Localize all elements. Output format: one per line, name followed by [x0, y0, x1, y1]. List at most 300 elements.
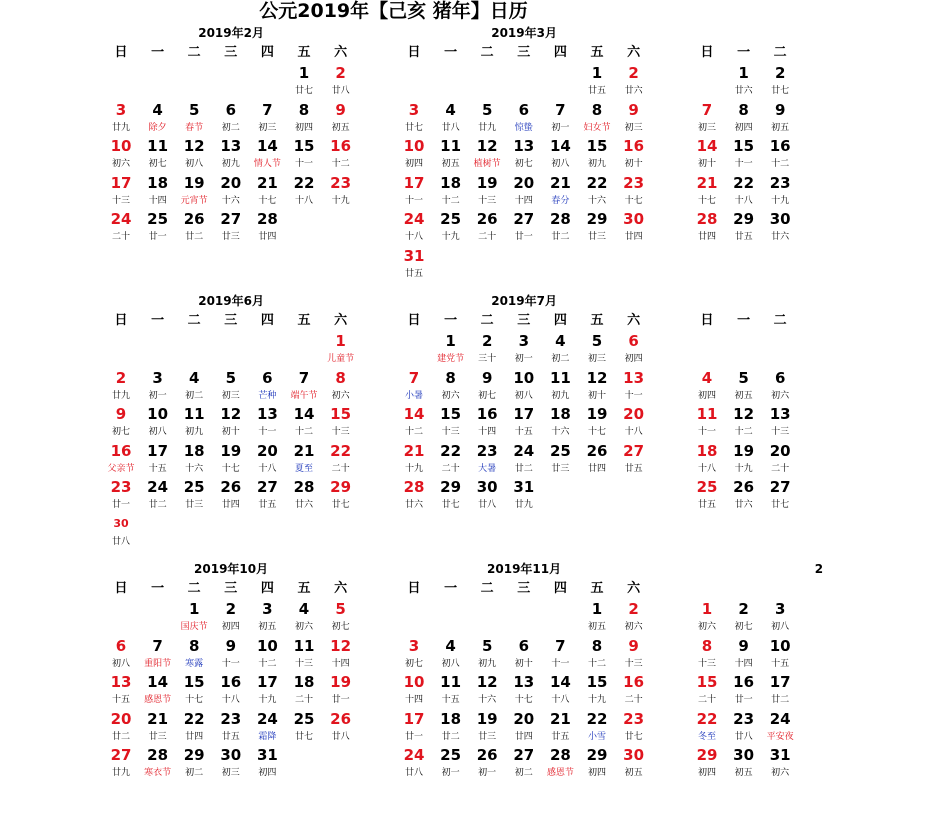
day-cell[interactable]	[140, 746, 176, 782]
day-cell[interactable]	[323, 332, 359, 368]
day-cell[interactable]	[579, 600, 615, 636]
day-cell[interactable]	[579, 101, 615, 137]
day-cell[interactable]	[286, 710, 322, 746]
day-cell[interactable]	[176, 405, 212, 441]
day-cell[interactable]	[286, 369, 322, 405]
day-number: 8	[298, 100, 310, 119]
day-cell[interactable]	[176, 478, 212, 514]
day-cell[interactable]	[433, 332, 469, 368]
day-cell[interactable]	[469, 710, 505, 746]
day-cell[interactable]	[249, 746, 285, 782]
day-cell[interactable]	[542, 101, 578, 137]
day-cell[interactable]	[506, 673, 542, 709]
day-cell[interactable]	[762, 137, 798, 173]
lunar-label: 十一	[404, 195, 423, 206]
day-number: 7	[152, 636, 163, 655]
day-cell[interactable]	[140, 210, 176, 246]
day-cell[interactable]	[176, 637, 212, 673]
day-cell[interactable]	[506, 746, 542, 782]
day-number: 22	[586, 173, 608, 192]
day-cell[interactable]	[213, 478, 249, 514]
day-cell[interactable]	[213, 174, 249, 210]
day-cell[interactable]	[579, 442, 615, 478]
day-cell[interactable]	[726, 637, 762, 673]
day-cell[interactable]	[213, 710, 249, 746]
day-cell[interactable]	[506, 405, 542, 441]
day-cell[interactable]	[469, 101, 505, 137]
day-number: 12	[220, 405, 242, 423]
day-cell[interactable]	[140, 673, 176, 709]
day-cell[interactable]	[469, 332, 505, 368]
day-cell[interactable]	[542, 369, 578, 405]
day-cell[interactable]	[542, 442, 578, 478]
day-cell[interactable]	[579, 210, 615, 246]
lunar-label: 廿三	[185, 500, 204, 510]
lunar-label: 建党节	[437, 354, 465, 364]
day-cell[interactable]	[469, 174, 505, 210]
day-number: 23	[476, 441, 498, 460]
day-cell[interactable]	[616, 442, 652, 478]
day-cell[interactable]	[433, 174, 469, 210]
day-number: 31	[256, 746, 278, 764]
day-cell[interactable]	[213, 637, 249, 673]
lunar-label: 二十	[331, 463, 350, 474]
lunar-label: 初一	[148, 390, 167, 401]
day-cell[interactable]	[103, 210, 139, 246]
day-cell[interactable]	[689, 478, 725, 514]
day-cell[interactable]	[286, 673, 322, 709]
day-cell[interactable]	[579, 746, 615, 782]
day-cell[interactable]	[762, 442, 798, 478]
lunar-label: 初二	[514, 768, 533, 778]
day-cell[interactable]	[616, 405, 652, 441]
day-cell[interactable]	[433, 405, 469, 441]
lunar-label: 十九	[734, 463, 753, 474]
day-cell[interactable]	[616, 210, 652, 246]
day-cell[interactable]	[213, 600, 249, 636]
day-cell[interactable]	[396, 137, 432, 173]
day-cell[interactable]	[542, 210, 578, 246]
day-cell[interactable]	[616, 332, 652, 368]
day-number: 11	[440, 673, 462, 691]
day-cell[interactable]	[286, 174, 322, 210]
day-cell[interactable]	[213, 673, 249, 709]
lunar-label: 廿七	[624, 731, 643, 742]
day-cell[interactable]	[506, 637, 542, 673]
day-cell[interactable]	[726, 600, 762, 636]
weekday-header: 日	[114, 581, 128, 596]
day-cell[interactable]	[579, 710, 615, 746]
day-cell[interactable]	[762, 673, 798, 709]
day-cell[interactable]	[469, 746, 505, 782]
day-cell[interactable]	[433, 210, 469, 246]
day-cell[interactable]	[140, 101, 176, 137]
day-number: 18	[549, 405, 571, 423]
lunar-label: 平安夜	[766, 731, 794, 742]
day-cell[interactable]	[323, 369, 359, 405]
day-cell[interactable]	[140, 137, 176, 173]
day-cell[interactable]	[396, 210, 432, 246]
day-cell[interactable]	[323, 174, 359, 210]
day-cell[interactable]	[433, 478, 469, 514]
day-cell[interactable]	[249, 174, 285, 210]
day-cell[interactable]	[140, 174, 176, 210]
day-number: 22	[183, 709, 205, 728]
day-cell[interactable]	[469, 210, 505, 246]
day-cell[interactable]	[726, 710, 762, 746]
lunar-label: 十九	[587, 695, 606, 705]
day-cell[interactable]	[726, 442, 762, 478]
lunar-label: 十三	[771, 427, 790, 437]
day-cell[interactable]	[616, 600, 652, 636]
day-cell[interactable]	[286, 600, 322, 636]
day-number: 4	[701, 368, 713, 387]
month-block	[103, 26, 359, 286]
day-cell[interactable]	[506, 478, 542, 514]
day-cell[interactable]	[579, 673, 615, 709]
day-number: 5	[738, 368, 749, 387]
lunar-label: 初八	[771, 622, 790, 632]
day-cell[interactable]	[396, 478, 432, 514]
day-cell[interactable]	[249, 478, 285, 514]
day-cell[interactable]	[762, 637, 798, 673]
lunar-label: 十三	[331, 427, 350, 437]
day-number: 29	[330, 478, 352, 496]
day-cell[interactable]	[762, 174, 798, 210]
day-cell[interactable]	[433, 637, 469, 673]
day-cell[interactable]	[140, 478, 176, 514]
lunar-label: 廿五	[258, 500, 277, 510]
day-cell[interactable]	[213, 210, 249, 246]
day-number: 8	[701, 636, 713, 655]
day-cell[interactable]	[249, 600, 285, 636]
lunar-label: 初九	[551, 390, 570, 401]
lunar-label: 廿三	[587, 232, 606, 242]
day-cell[interactable]	[433, 369, 469, 405]
day-cell[interactable]	[323, 637, 359, 673]
day-cell[interactable]	[689, 673, 725, 709]
day-cell[interactable]	[506, 101, 542, 137]
lunar-label: 初四	[697, 390, 716, 401]
day-cell[interactable]	[249, 442, 285, 478]
day-cell[interactable]	[323, 101, 359, 137]
day-cell[interactable]	[689, 600, 725, 636]
day-number: 19	[733, 441, 755, 460]
weekday-header: 三	[517, 45, 531, 60]
day-cell[interactable]	[103, 710, 139, 746]
day-cell[interactable]	[176, 673, 212, 709]
day-cell[interactable]	[213, 101, 249, 137]
day-number: 25	[440, 746, 462, 764]
lunar-label: 十八	[697, 463, 716, 474]
lunar-label: 初四	[697, 768, 716, 778]
lunar-label: 初八	[441, 658, 460, 669]
day-cell[interactable]	[542, 332, 578, 368]
day-number: 31	[769, 746, 791, 764]
day-cell[interactable]	[323, 673, 359, 709]
day-cell[interactable]	[103, 637, 139, 673]
day-cell[interactable]	[616, 369, 652, 405]
day-cell[interactable]	[726, 478, 762, 514]
day-number: 29	[440, 478, 462, 496]
day-cell[interactable]	[286, 137, 322, 173]
day-cell[interactable]	[579, 405, 615, 441]
day-cell[interactable]	[213, 746, 249, 782]
day-cell[interactable]	[249, 101, 285, 137]
lunar-label: 初三	[258, 122, 277, 133]
day-cell[interactable]	[579, 637, 615, 673]
day-cell[interactable]	[176, 746, 212, 782]
day-number: 12	[476, 137, 498, 155]
day-cell[interactable]	[323, 64, 359, 100]
day-cell[interactable]	[579, 137, 615, 173]
weekday-header: 五	[297, 313, 311, 328]
day-cell[interactable]	[579, 332, 615, 368]
day-cell[interactable]	[213, 442, 249, 478]
day-cell[interactable]	[286, 637, 322, 673]
day-cell[interactable]	[176, 210, 212, 246]
day-cell[interactable]	[103, 369, 139, 405]
day-cell[interactable]	[396, 247, 432, 283]
weekday-header: 四	[260, 581, 274, 596]
day-number: 12	[476, 673, 498, 691]
day-cell[interactable]	[396, 442, 432, 478]
day-number: 15	[586, 673, 608, 691]
day-cell[interactable]	[762, 64, 798, 100]
day-cell[interactable]	[726, 746, 762, 782]
day-cell[interactable]	[249, 710, 285, 746]
day-cell[interactable]	[726, 64, 762, 100]
day-cell[interactable]	[762, 746, 798, 782]
day-cell[interactable]	[103, 746, 139, 782]
weekday-header: 日	[114, 313, 128, 328]
day-cell[interactable]	[689, 637, 725, 673]
day-cell[interactable]	[140, 710, 176, 746]
lunar-label: 廿二	[514, 463, 533, 474]
day-cell[interactable]	[506, 369, 542, 405]
lunar-label: 初七	[734, 622, 753, 632]
day-cell[interactable]	[469, 673, 505, 709]
day-cell[interactable]	[249, 673, 285, 709]
day-cell[interactable]	[213, 405, 249, 441]
day-cell[interactable]	[689, 174, 725, 210]
day-cell[interactable]	[469, 442, 505, 478]
day-number: 21	[696, 173, 718, 192]
day-cell[interactable]	[213, 137, 249, 173]
day-cell[interactable]	[762, 101, 798, 137]
day-cell[interactable]	[579, 369, 615, 405]
lunar-label: 初九	[185, 427, 204, 437]
lunar-label: 初六	[624, 622, 643, 632]
day-cell[interactable]	[286, 478, 322, 514]
day-cell[interactable]	[396, 369, 432, 405]
day-cell[interactable]	[433, 746, 469, 782]
day-cell[interactable]	[286, 64, 322, 100]
day-cell[interactable]	[323, 478, 359, 514]
day-cell[interactable]	[323, 710, 359, 746]
day-cell[interactable]	[506, 174, 542, 210]
lunar-label: 廿六	[734, 500, 753, 510]
day-cell[interactable]	[689, 442, 725, 478]
day-cell[interactable]	[689, 210, 725, 246]
day-cell[interactable]	[689, 101, 725, 137]
day-number: 16	[476, 405, 498, 423]
day-cell[interactable]	[726, 137, 762, 173]
day-cell[interactable]	[433, 137, 469, 173]
day-cell[interactable]	[103, 478, 139, 514]
day-cell[interactable]	[689, 710, 725, 746]
day-cell[interactable]	[249, 137, 285, 173]
day-cell[interactable]	[542, 174, 578, 210]
day-cell[interactable]	[616, 673, 652, 709]
day-cell[interactable]	[396, 174, 432, 210]
day-cell[interactable]	[616, 746, 652, 782]
day-cell[interactable]	[762, 600, 798, 636]
day-cell[interactable]	[286, 405, 322, 441]
lunar-label: 初五	[734, 390, 753, 401]
day-cell[interactable]	[689, 405, 725, 441]
day-cell[interactable]	[213, 369, 249, 405]
day-cell[interactable]	[762, 710, 798, 746]
day-cell[interactable]	[249, 210, 285, 246]
day-number: 22	[330, 441, 352, 460]
day-cell[interactable]	[689, 137, 725, 173]
day-cell[interactable]	[579, 64, 615, 100]
day-cell[interactable]	[542, 746, 578, 782]
day-cell[interactable]	[469, 637, 505, 673]
weekday-header: 一	[151, 45, 165, 60]
day-cell[interactable]	[176, 442, 212, 478]
day-cell[interactable]	[616, 710, 652, 746]
day-cell[interactable]	[249, 637, 285, 673]
day-cell[interactable]	[542, 637, 578, 673]
day-cell[interactable]	[726, 673, 762, 709]
day-cell[interactable]	[249, 405, 285, 441]
day-cell[interactable]	[433, 101, 469, 137]
day-cell[interactable]	[396, 637, 432, 673]
day-cell[interactable]	[396, 405, 432, 441]
day-cell[interactable]	[176, 369, 212, 405]
day-cell[interactable]	[140, 405, 176, 441]
day-number: 27	[110, 746, 132, 764]
day-cell[interactable]	[140, 369, 176, 405]
lunar-label: 初四	[294, 122, 313, 133]
day-cell[interactable]	[616, 64, 652, 100]
day-cell[interactable]	[762, 478, 798, 514]
day-cell[interactable]	[176, 137, 212, 173]
day-cell[interactable]	[726, 174, 762, 210]
lunar-label: 初六	[697, 622, 716, 632]
day-cell[interactable]	[542, 710, 578, 746]
lunar-label: 十六	[478, 695, 497, 705]
day-cell[interactable]	[286, 101, 322, 137]
lunar-label: 冬至	[697, 731, 716, 742]
day-cell[interactable]	[396, 746, 432, 782]
day-cell[interactable]	[103, 174, 139, 210]
day-cell[interactable]	[469, 478, 505, 514]
day-cell[interactable]	[506, 210, 542, 246]
day-cell[interactable]	[103, 101, 139, 137]
lunar-label: 十五	[771, 658, 790, 669]
day-cell[interactable]	[726, 369, 762, 405]
day-cell[interactable]	[762, 210, 798, 246]
day-cell[interactable]	[103, 137, 139, 173]
day-cell[interactable]	[689, 746, 725, 782]
day-cell[interactable]	[176, 600, 212, 636]
day-cell[interactable]	[249, 369, 285, 405]
day-cell[interactable]	[323, 405, 359, 441]
day-cell[interactable]	[103, 405, 139, 441]
lunar-label: 夏至	[294, 463, 313, 474]
day-cell[interactable]	[286, 442, 322, 478]
day-cell[interactable]	[140, 637, 176, 673]
day-cell[interactable]	[726, 405, 762, 441]
day-cell[interactable]	[103, 442, 139, 478]
day-cell[interactable]	[469, 137, 505, 173]
lunar-label: 廿九	[478, 122, 497, 133]
day-cell[interactable]	[433, 673, 469, 709]
day-cell[interactable]	[433, 442, 469, 478]
day-cell[interactable]	[542, 137, 578, 173]
day-number: 28	[147, 746, 169, 764]
day-cell[interactable]	[396, 101, 432, 137]
lunar-label: 初七	[111, 427, 130, 437]
day-cell[interactable]	[176, 101, 212, 137]
day-cell[interactable]	[176, 710, 212, 746]
day-cell[interactable]	[542, 405, 578, 441]
lunar-label: 重阳节	[144, 658, 172, 669]
weekday-header: 一	[444, 45, 458, 60]
day-number: 22	[440, 441, 462, 460]
day-cell[interactable]	[323, 442, 359, 478]
day-cell[interactable]	[396, 710, 432, 746]
day-cell[interactable]	[433, 710, 469, 746]
day-number: 19	[586, 405, 608, 423]
day-number: 20	[513, 709, 535, 728]
day-cell[interactable]	[762, 369, 798, 405]
day-cell[interactable]	[506, 442, 542, 478]
day-cell[interactable]	[469, 369, 505, 405]
day-cell[interactable]	[323, 137, 359, 173]
lunar-label: 廿六	[404, 500, 423, 510]
day-cell[interactable]	[542, 673, 578, 709]
day-cell[interactable]	[579, 174, 615, 210]
day-cell[interactable]	[506, 710, 542, 746]
day-cell[interactable]	[323, 600, 359, 636]
day-cell[interactable]	[689, 369, 725, 405]
month-title: 2019年11月	[487, 562, 562, 576]
day-cell[interactable]	[616, 101, 652, 137]
day-cell[interactable]	[176, 174, 212, 210]
day-cell[interactable]	[103, 673, 139, 709]
day-cell[interactable]	[616, 637, 652, 673]
day-cell[interactable]	[726, 101, 762, 137]
lunar-label: 廿四	[258, 232, 277, 242]
day-cell[interactable]	[726, 210, 762, 246]
day-cell[interactable]	[506, 137, 542, 173]
day-cell[interactable]	[140, 442, 176, 478]
weekday-header: 六	[334, 313, 348, 328]
day-cell[interactable]	[506, 332, 542, 368]
day-cell[interactable]	[762, 405, 798, 441]
day-cell[interactable]	[616, 174, 652, 210]
day-cell[interactable]	[396, 673, 432, 709]
day-cell[interactable]	[103, 515, 139, 551]
day-number: 4	[188, 368, 200, 387]
day-cell[interactable]	[616, 137, 652, 173]
day-cell[interactable]	[469, 405, 505, 441]
lunar-label: 初九	[221, 159, 240, 169]
